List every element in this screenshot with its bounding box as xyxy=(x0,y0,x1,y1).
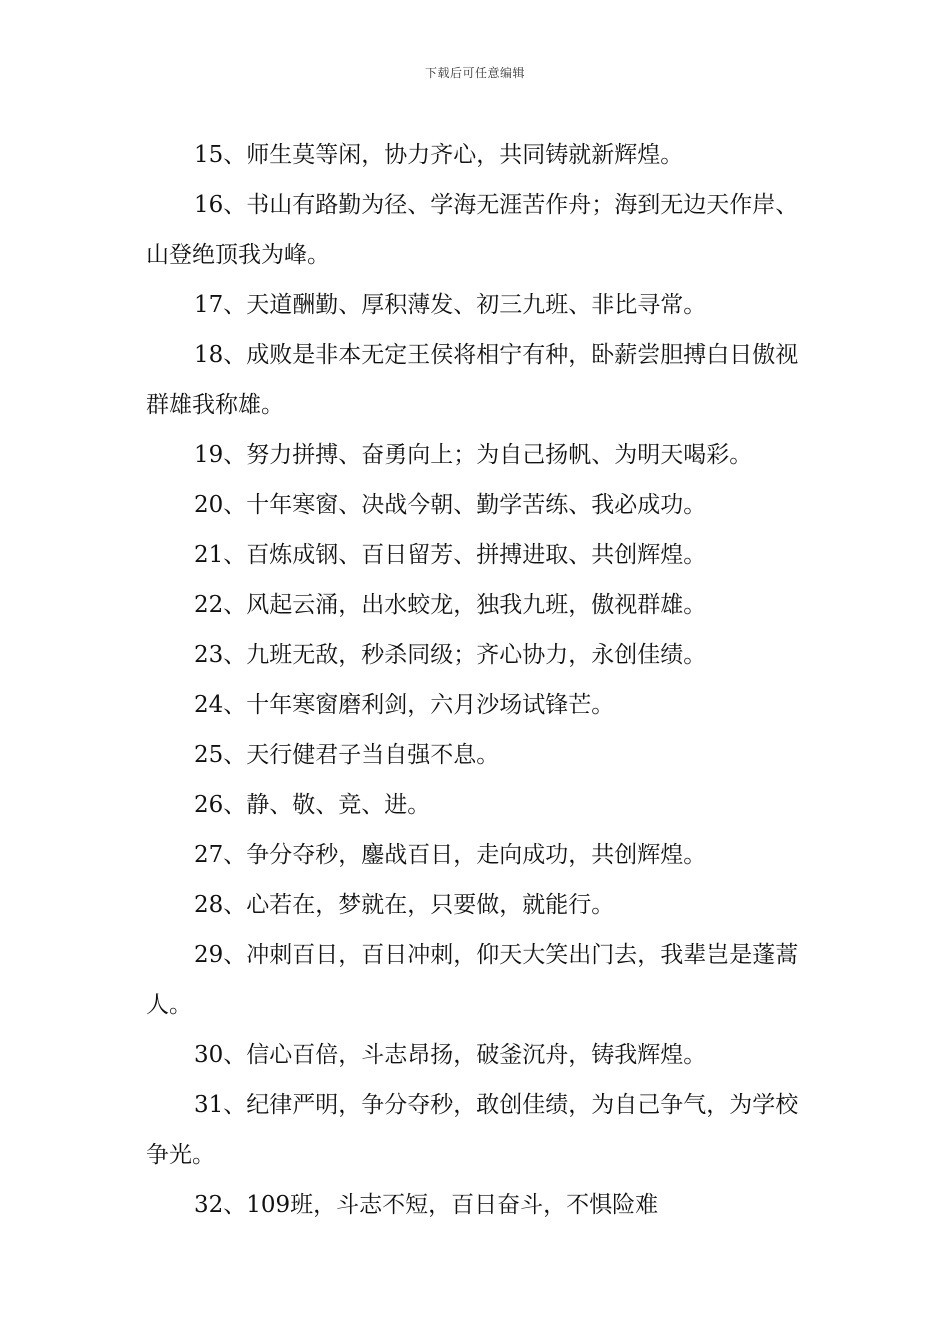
slogan-item: 32、109班，斗志不短，百日奋斗，不惧险难 xyxy=(194,1192,659,1218)
slogan-item: 30、信心百倍，斗志昂扬，破釜沉舟，铸我辉煌。 xyxy=(194,1042,707,1068)
slogan-item: 24、十年寒窗磨利剑，六月沙场试锋芒。 xyxy=(194,692,615,718)
slogan-item: 17、天道酬勤、厚积薄发、初三九班、非比寻常。 xyxy=(194,292,707,318)
slogan-item: 22、风起云涌，出水蛟龙，独我九班，傲视群雄。 xyxy=(194,592,707,618)
slogan-list xyxy=(146,130,811,1230)
slogan-item: 25、天行健君子当自强不息。 xyxy=(194,742,500,768)
slogan-item: 21、百炼成钢、百日留芳、拼搏进取、共创辉煌。 xyxy=(194,542,707,568)
slogan-item: 15、师生莫等闲，协力齐心，共同铸就新辉煌。 xyxy=(194,142,684,168)
slogan-item: 16、书山有路勤为径、学海无涯苦作舟；海到无边天作岸、山登绝顶我为峰。 xyxy=(146,192,799,268)
slogan-item: 20、十年寒窗、决战今朝、勤学苦练、我必成功。 xyxy=(194,492,707,518)
slogan-item: 29、冲刺百日，百日冲刺，仰天大笑出门去，我辈岂是蓬蒿人。 xyxy=(146,942,799,1018)
page-header: 下载后可任意编辑 xyxy=(424,66,525,80)
slogan-item: 27、争分夺秒，鏖战百日，走向成功，共创辉煌。 xyxy=(194,842,707,868)
slogan-item: 19、努力拼搏、奋勇向上；为自己扬帆、为明天喝彩。 xyxy=(194,442,753,468)
slogan-item: 26、静、敬、竞、进。 xyxy=(194,792,431,818)
slogan-item: 31、纪律严明，争分夺秒，敢创佳绩，为自己争气，为学校争光。 xyxy=(146,1092,799,1168)
slogan-item: 23、九班无敌，秒杀同级；齐心协力，永创佳绩。 xyxy=(194,642,707,668)
slogan-item: 18、成败是非本无定王侯将相宁有种，卧薪尝胆搏白日傲视群雄我称雄。 xyxy=(146,342,799,418)
slogan-item: 28、心若在，梦就在，只要做，就能行。 xyxy=(194,892,615,918)
